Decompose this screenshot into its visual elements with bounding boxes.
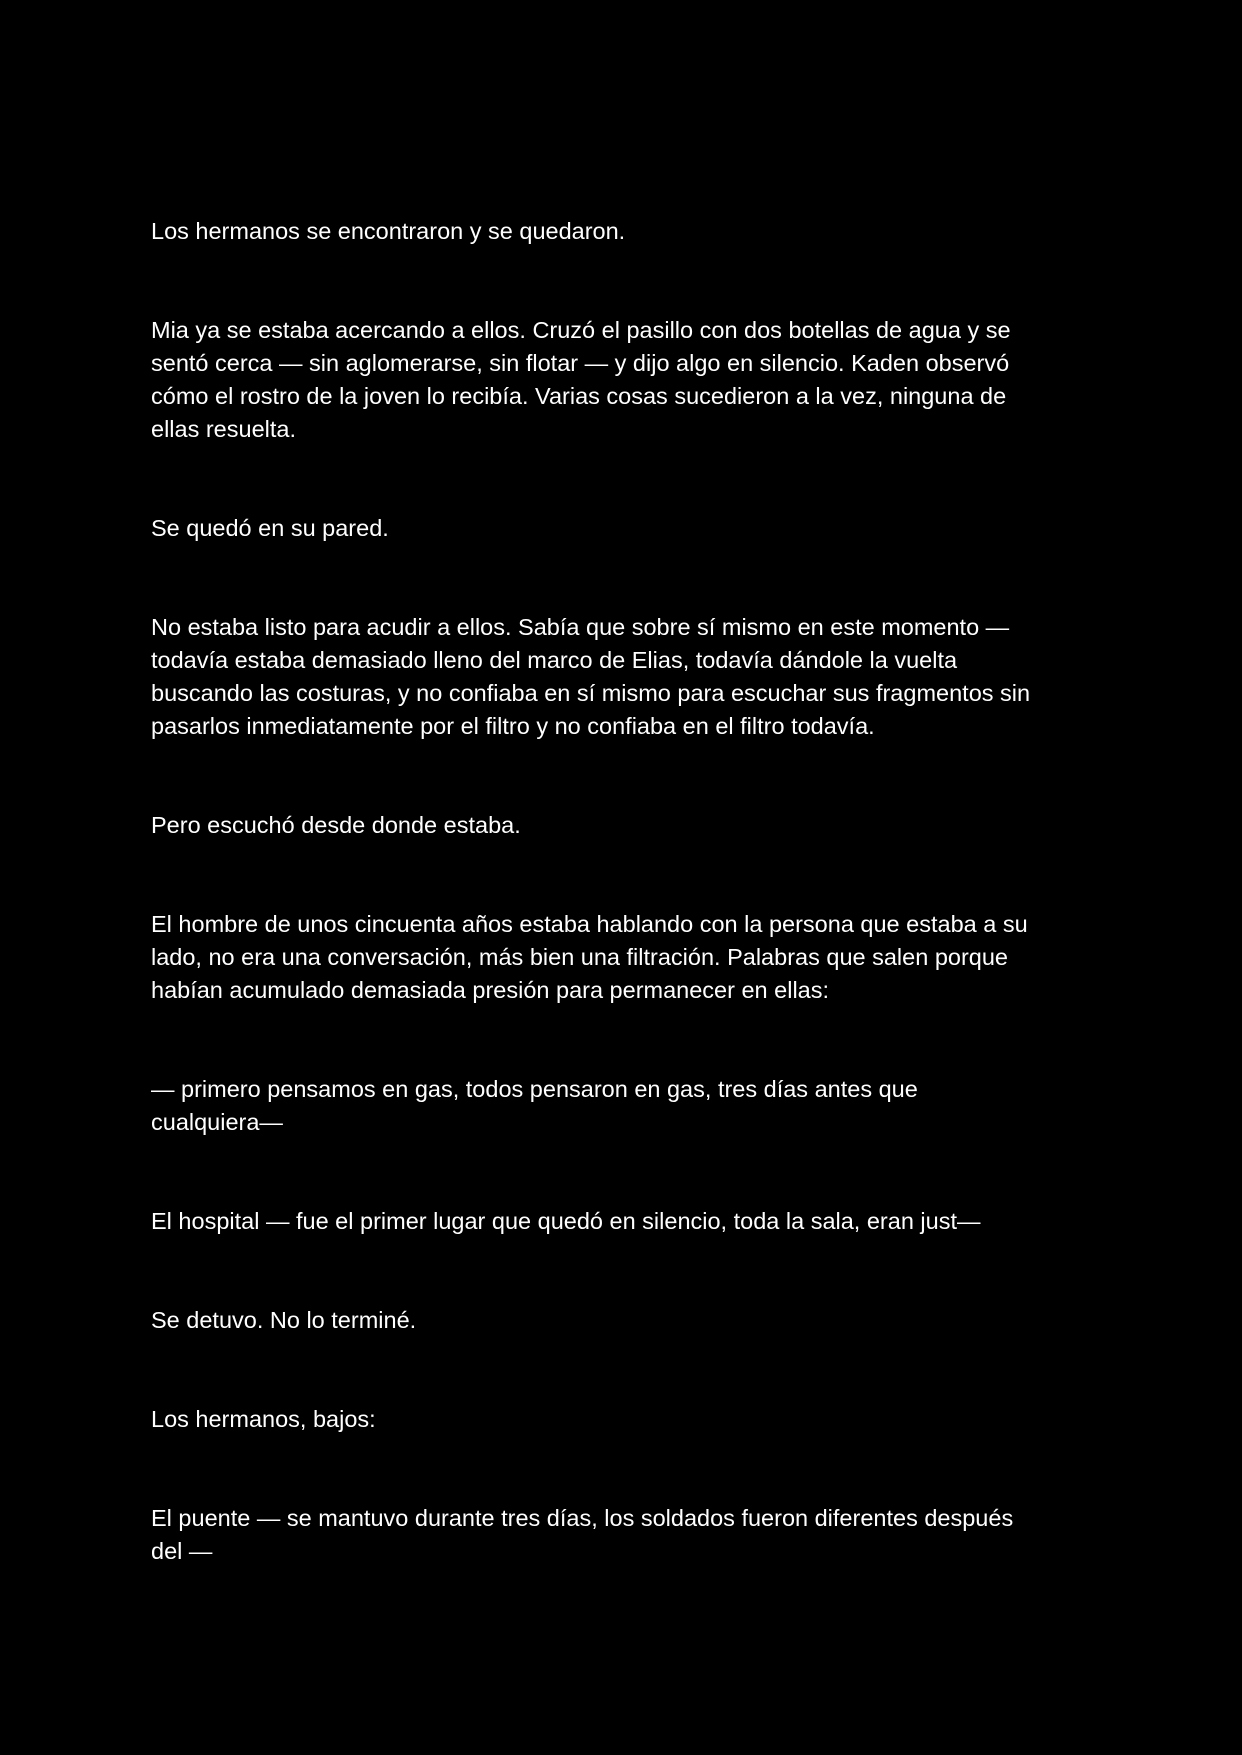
- paragraph-8: El hospital — fue el primer lugar que quedó en silencio, toda la sala, eran just—: [151, 1208, 981, 1234]
- paragraph-7: — primero pensamos en gas, todos pensaron en gas, tres días antes que cualquiera—: [151, 1076, 918, 1135]
- paragraph-5: Pero escuchó desde donde estaba.: [151, 812, 521, 838]
- paragraph-10: Los hermanos, bajos:: [151, 1406, 376, 1432]
- paragraph-6: El hombre de unos cincuenta años estaba hablando con la persona que estaba a su lado, no era una conversación, más bien una filtración. Palabras que salen porque habían acumulado demasiada presión para permanecer en ellas:: [151, 911, 1028, 1003]
- paragraph-1: Los hermanos se encontraron y se quedaron.: [151, 218, 626, 244]
- paragraph-2: Mia ya se estaba acercando a ellos. Cruzó el pasillo con dos botellas de agua y se sentó cerca — sin aglomerarse, sin flotar — y dijo algo en silencio. Kaden observó cómo el rostro de la joven lo recibía. Varias cosas sucedieron a la vez, ninguna de ellas resuelta.: [151, 317, 1011, 442]
- paragraph-11: El puente — se mantuvo durante tres días, los soldados fueron diferentes después del —: [151, 1505, 1014, 1564]
- paragraph-9: Se detuvo. No lo terminé.: [151, 1307, 417, 1333]
- paragraph-4: No estaba listo para acudir a ellos. Sabía que sobre sí mismo en este momento — todavía estaba demasiado lleno del marco de Elias, todavía dándole la vuelta buscando las costuras, y no confiaba en sí mismo para escuchar sus fragmentos sin pasarlos inmediatamente por el filtro y no confiaba en el filtro todavía.: [151, 614, 1031, 739]
- paragraph-3: Se quedó en su pared.: [151, 515, 389, 541]
- document-body: [151, 215, 1091, 1634]
